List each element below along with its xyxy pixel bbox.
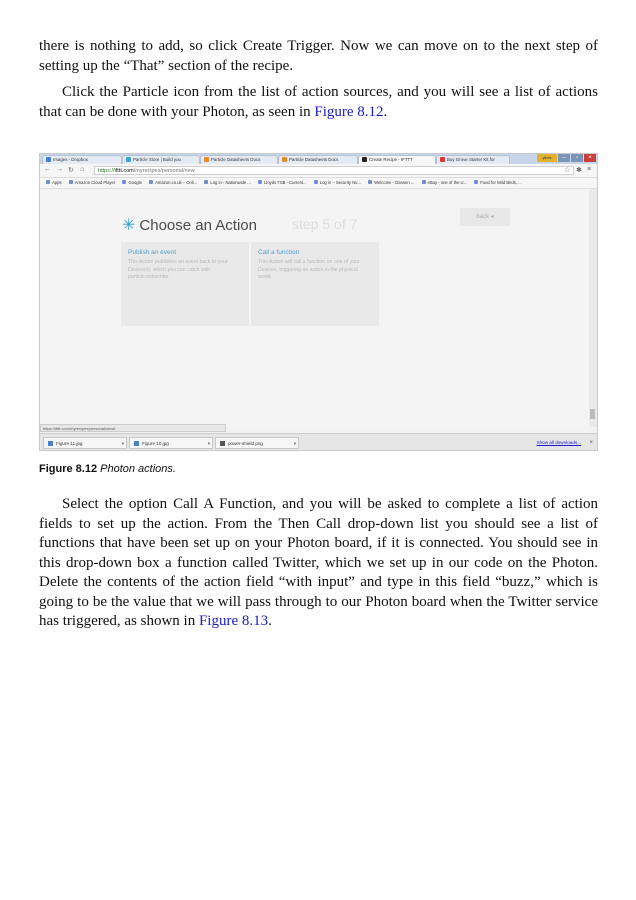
bookmark-icon [122,180,126,184]
download-item[interactable]: power-shield.png ▾ [215,437,299,449]
ebay-icon [440,157,445,162]
paragraph-3 [39,495,598,632]
user-badge[interactable]: yikes [537,154,557,162]
close-icon[interactable]: × [589,440,593,446]
paragraph-1: there is nothing to add, so click Create Trigger. Now we can move on to the next step of setting up the “That” section of the recipe. [39,38,598,74]
show-all-downloads-link[interactable]: Show all downloads... [536,440,581,445]
browser-tab-active[interactable]: Create Recipe - IFTTT [358,155,436,164]
step-indicator: step 5 of 7 [292,216,358,232]
image-file-icon [48,441,53,446]
download-item[interactable]: Figure 10.jpg ▾ [129,437,213,449]
bookmark-item[interactable]: Food for Wild Birds, ... [474,178,521,188]
bookmark-icon [69,180,73,184]
figure-8-13-link[interactable]: Figure 8.13 [198,613,269,629]
bookmark-icon [422,180,426,184]
caption-text: Photon actions. [97,463,176,475]
paragraph-3-text: Select the option Call A Function, and you will be asked to complete a list of action fields to set up the action. From the Then Call drop-down list you should see a list of functions that have been set up on your Photon board, if it is connected. You should see in this drop-down box a function called Twitter, which we set up in our code on the Photon. Delete the contents of the action field “with input” and type in this field “buzz,” which is going to be the value that we will pass through to our Photon board when the Twitter service has triggered, as shown in [39,496,598,629]
forward-arrow-icon[interactable]: → [56,166,63,173]
paragraph-2 [39,83,598,122]
figure-caption [39,463,176,475]
card-title: Call a function [258,249,300,256]
minimize-icon[interactable]: – [558,154,570,162]
reload-icon[interactable]: ↻ [68,167,74,174]
bookmark-item[interactable]: Log in - Nationwide ... [204,178,251,188]
browser-toolbar [40,164,597,178]
card-description: This Action will call a function on one of your Devices, triggering an action in the physical world. [258,259,360,280]
download-item[interactable]: Figure 11.jpg ▾ [43,437,127,449]
extension-icon[interactable]: ✱ [576,167,582,174]
card-description: This Action publishes an event back to your Device(s), which you can catch with particle.subscribe. [128,259,228,280]
downloads-bar [40,433,597,451]
bookmark-icon [149,180,153,184]
browser-tab-bar [40,154,597,164]
browser-tab[interactable]: Images - Dropbox [42,155,122,164]
page-body-bottom [39,495,598,632]
dropbox-icon [46,157,51,162]
particle-icon [282,157,287,162]
close-icon[interactable]: × [584,154,596,162]
chevron-down-icon[interactable]: ▾ [207,441,210,446]
image-file-icon [220,441,225,446]
bookmarks-bar [40,178,597,189]
window-controls [537,154,596,163]
address-bar[interactable]: https://ifttt.com/myrecipes/personal/new [94,166,574,175]
paragraph-3-end: . [268,613,272,629]
bookmark-icon [314,180,318,184]
bookmark-item[interactable]: Welcome - Darwen ... [368,178,414,188]
particle-icon [204,157,209,162]
browser-tab[interactable]: Particle Store | Build you [122,155,200,164]
scrollbar-thumb[interactable] [590,409,595,419]
browser-tab[interactable]: Particle Datasheets Docs [278,155,358,164]
menu-icon[interactable]: ≡ [587,166,592,173]
bookmark-item[interactable]: Amazon.co.uk – Onli... [149,178,197,188]
browser-tab[interactable]: Particle Datasheets Docs [200,155,278,164]
figure-8-12-link[interactable]: Figure 8.12 [314,103,384,120]
apps-icon [46,180,50,184]
back-button[interactable]: back ◂ [460,208,510,226]
particle-icon [126,157,131,162]
paragraph-2-end: . [383,103,388,120]
paragraph-2-text: Click the Particle icon from the list of action sources, and you will see a list of actions that can be done with your Photon, as seen in [39,84,598,120]
maximize-icon[interactable]: ▫ [571,154,583,162]
home-icon[interactable]: ⌂ [80,166,85,173]
bookmark-icon [204,180,208,184]
bookmark-item[interactable]: eBay - one of the U... [422,178,468,188]
page-content [40,189,590,427]
bookmark-item[interactable]: Google [122,178,142,188]
image-file-icon [134,441,139,446]
back-arrow-icon[interactable]: ← [44,166,51,173]
ifttt-icon [362,157,367,162]
bookmark-item[interactable]: Lloyds TSB - Current... [258,178,307,188]
bookmark-item[interactable]: Amazon Cloud Player [69,178,116,188]
screenshot-figure [39,153,598,451]
page-body-top [39,37,598,122]
bookmark-icon [474,180,478,184]
caption-label: Figure 8.12 [39,463,98,475]
bookmark-icon [368,180,372,184]
action-card-publish-event[interactable] [121,242,249,326]
browser-tab[interactable]: Buy Grove Starter Kit for [436,155,510,164]
star-icon[interactable]: ☆ [564,167,571,174]
bookmark-item[interactable]: Apps [46,178,62,188]
scrollbar[interactable] [589,189,597,427]
action-card-call-function[interactable] [251,242,379,326]
card-title: Publish an event [128,249,177,256]
status-url: https://ifttt.com/myrecipes/personal/new# [40,424,226,432]
bookmark-icon [258,180,262,184]
chevron-down-icon[interactable]: ▾ [293,441,296,446]
asterisk-icon: ✳ [122,217,136,234]
bookmark-item[interactable]: Log in – Security Nu... [314,178,361,188]
choose-action-title: ✳ Choose an Action [122,217,257,234]
chevron-down-icon[interactable]: ▾ [121,441,124,446]
